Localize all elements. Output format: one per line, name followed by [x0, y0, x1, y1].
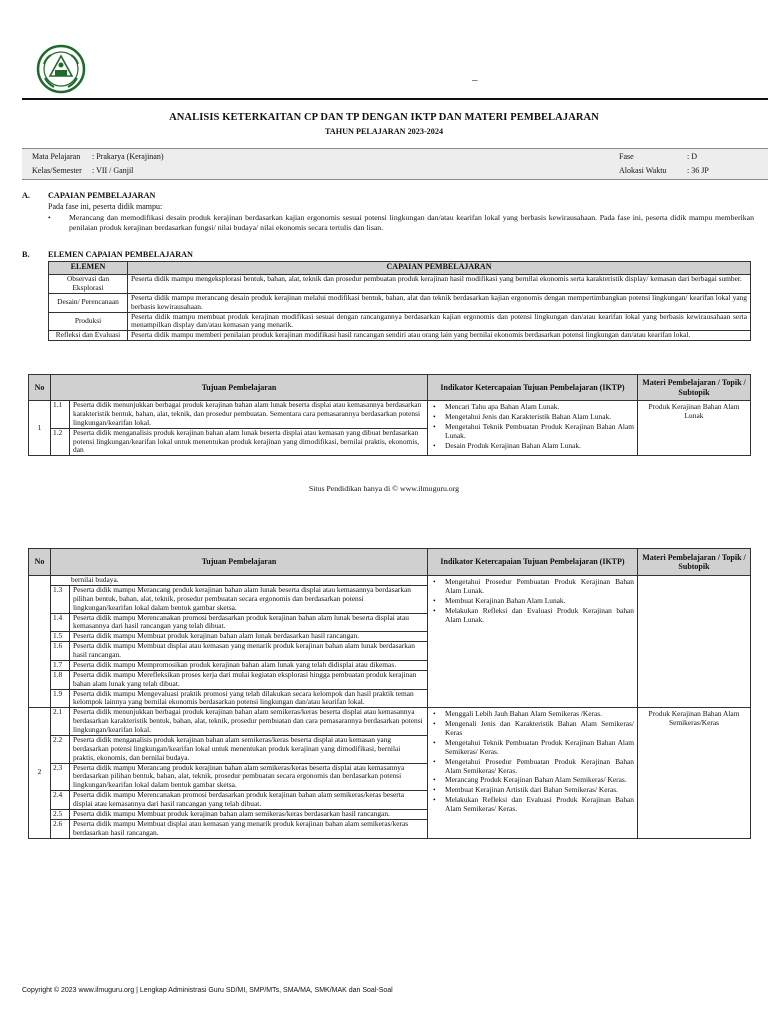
- list-item: • Mengetahui Jenis dan Karakteristik Bahan Alam Lunak.: [431, 413, 634, 422]
- alokasi-row: [619, 166, 709, 176]
- tp-item: [51, 586, 427, 614]
- tp-text: Peserta didik mampu Merancang produk kerajinan bahan alam semikeras/keras beserta displai atau kemasannya berdasarkan pilihan bentuk, bahan, alat, teknik, prosedur pembuatan secara ergonomis dan berdasarkan potensi lingkungan/kearifan lokal dalam bentuk gambar sketsa.: [69, 764, 427, 791]
- list-item: • Mengetahui Teknik Pembuatan Produk Kerajinan Bahan Alam Semikeras/ Keras.: [431, 739, 634, 757]
- iktp-cell: [428, 576, 638, 708]
- tp-text: Peserta didik mampu Merencanakan promosi berdasarkan produk kerajinan bahan alam lunak beserta displai atau kemasannya dari hasil rancangan yang telah dibuat.: [69, 614, 427, 632]
- tp-continuation: bernilai budaya.: [51, 576, 427, 586]
- section-b-heading: [22, 250, 193, 260]
- cp-cell: Peserta didik mampu memberi penilaian produk kerajinan modifikasi hasil rancangan sendiri atau orang lain yang bernilai ekonomis berdasarkan potensi lingkungan dan/atau kearifan lokal.: [128, 331, 751, 341]
- tp-table-1: [28, 374, 751, 456]
- list-item: • Menggali Lebih Jauh Bahan Alam Semikeras /Keras.: [431, 710, 634, 719]
- iktp-list: [431, 710, 634, 814]
- list-item: • Mengetahui Teknik Pembuatan Produk Kerajinan Bahan Alam Lunak.: [431, 423, 634, 441]
- tp-text: Peserta didik menganalisis produk kerajinan bahan alam semikeras/keras beserta displai atau kemasan yang berdasarkan potensi lingkungan/kearifan lokal untuk menentukan produk kerajinan yang dimodifikasi, bernilai praktis, ekonomis, dan bernilai budaya.: [69, 736, 427, 763]
- table-row: [29, 576, 751, 708]
- mapel-label: Mata Pelajaran: [32, 152, 81, 161]
- no-header: No: [29, 549, 51, 576]
- section-a-intro: Pada fase ini, peserta didik mampu:: [48, 202, 163, 211]
- list-item: • Mengetahui Prosedur Pembuatan Produk Kerajinan Bahan Alam Lunak.: [431, 578, 634, 596]
- tp-text: Peserta didik mampu Mempromosikan produk kerajinan bahan alam lunak yang telah didisplai atau dikemas.: [69, 661, 427, 670]
- iktp-header: Indikator Ketercapaian Tujuan Pembelajaran (IKTP): [428, 375, 638, 401]
- tp-item: [51, 791, 427, 810]
- alokasi-value: : 36 JP: [687, 166, 709, 175]
- list-item: • Melakukan Refleksi dan Evaluasi Produk Kerajinan bahan Alam Lunak.: [431, 607, 634, 625]
- tp-cell: [51, 401, 428, 456]
- tp-number: 1.5: [53, 631, 63, 641]
- tp-number: 1.8: [53, 669, 63, 679]
- mapel-value: : Prakarya (Kerajinan): [92, 152, 164, 161]
- list-item: • Membuat Kerajinan Bahan Alam Lunak.: [431, 597, 634, 606]
- list-item: • Mengenali Jenis dan Karakteristik Bahan Alam Semikeras/ Keras: [431, 720, 634, 738]
- alokasi-label: Alokasi Waktu: [619, 166, 667, 175]
- table-row: [49, 275, 751, 294]
- materi-header: Materi Pembelajaran / Topik / Subtopik: [638, 375, 751, 401]
- tp-text: Peserta didik mampu Membuat displai atau kemasan yang menarik produk kerajinan bahan alam lunak berdasarkan hasil rancangan.: [69, 642, 427, 660]
- table-row: [29, 708, 751, 838]
- cp-cell: Peserta didik mampu merancang desain produk kerajinan melalui modifikasi bentuk, bahan, alat dan teknik berdasarkan kajian ergonomis dengan mempertimbangkan potensi lingkungan/ kearifan lokal yang berbasis kewirausahaan.: [128, 293, 751, 312]
- tp-number: 1.4: [53, 612, 63, 622]
- kelas-value: : VII / Ganjil: [92, 166, 134, 175]
- tp-number: 1.7: [53, 659, 63, 669]
- iktp-list: [431, 578, 634, 624]
- kelas-label: Kelas/Semester: [32, 166, 82, 175]
- cp-header: CAPAIAN PEMBELAJARAN: [128, 262, 751, 275]
- bullet-dot-icon: •: [48, 213, 51, 222]
- section-b-title: ELEMEN CAPAIAN PEMBELAJARAN: [48, 250, 193, 259]
- tp-item: [51, 671, 427, 690]
- section-a-heading: [22, 191, 155, 201]
- tp-text: Peserta didik menganalisis produk kerajinan bahan alam lunak beserta displai atau kemasan yang dibuat berdasarkan potensi lingkungan/kearifan lokal untuk menentukan produk kerajinan yang dimodifikasi, bernilai praktis, ekonomis, dan: [69, 429, 427, 456]
- tp-text: Peserta didik mampu Merefleksikan proses kerja dari mulai kegiatan eksplorasi hingga pembuatan produk kerajinan bahan alam lunak yang telah dibuat.: [69, 671, 427, 689]
- tp-number: 1.3: [53, 584, 63, 594]
- elemen-header: ELEMEN: [49, 262, 128, 275]
- materi-cell: Produk Kerajinan Bahan Alam Lunak: [638, 401, 751, 456]
- tp-text: Peserta didik menunjukkan berbagai produk kerajinan bahan alam lunak beserta displai atau kemasannya berdasarkan karakteristik bentuk, bahan, alat, teknik, dan prosedur pembuatan. Sementara cara pemasarannya berdasarkan potensi lingkungan/kearifan lokal.: [69, 401, 427, 428]
- list-item: • Melakukan Refleksi dan Evaluasi Produk Kerajinan Bahan Alam Semikeras/ Keras.: [431, 796, 634, 814]
- row-number: [29, 576, 51, 708]
- list-item: • Membuat Kerajinan Artistik dari Bahan Semikeras/ Keras.: [431, 786, 634, 795]
- materi-cell: Produk Kerajinan Bahan Alam Semikeras/Keras: [638, 708, 751, 838]
- iktp-header: Indikator Ketercapaian Tujuan Pembelajaran (IKTP): [428, 549, 638, 576]
- fase-label: Fase: [619, 152, 634, 161]
- tp-text: Peserta didik menunjukkan berbagai produk kerajinan bahan alam semikeras/keras beserta displai atau kemasannya berdasarkan karakteristik bentuk, bahan, alat, teknik, prosedur pembuatan dan cara pemasarannya berdasarkan potensi lingkungan/kearifan lokal.: [69, 708, 427, 735]
- table-row: [49, 331, 751, 341]
- iktp-list: [431, 403, 634, 450]
- tp-text: Peserta didik mampu Merancang produk kerajinan bahan alam lunak beserta displai atau kemasannya berdasarkan pilihan bentuk, bahan, alat, teknik, prosedur pembuatan secara ergonomis dan berdasarkan potensi lingkungan/kearifan lokal dalam bentuk gambar sketsa.: [69, 586, 427, 613]
- list-item: • Mencari Tahu apa Bahan Alam Lunak.: [431, 403, 634, 412]
- cp-cell: Peserta didik mampu mengeksplorasi bentuk, bahan, alat, teknik dan prosedur pembuatan produk kerajinan hasil modifikasi yang bernilai ekonomis serta karakteristik display/ kemasan dari berbagai sumber.: [128, 275, 751, 294]
- table-row: [29, 401, 751, 456]
- section-b-number: B.: [22, 250, 30, 259]
- header-dash: _: [472, 70, 478, 82]
- list-item: • Desain Produk Kerajinan Bahan Alam Lunak.: [431, 442, 634, 451]
- tp-number: 1.1: [53, 400, 63, 409]
- tp-number: 1.6: [53, 641, 63, 651]
- tp-number: 2.4: [53, 790, 63, 800]
- row-number: 1: [29, 401, 51, 456]
- iktp-cell: [428, 401, 638, 456]
- list-item: • Merancang Produk Kerajinan Bahan Alam Semikeras/ Keras.: [431, 776, 634, 785]
- tp-item: [51, 401, 427, 429]
- tp-table-header: [29, 375, 751, 401]
- tp-header: Tujuan Pembelajaran: [51, 375, 428, 401]
- materi-cell: [638, 576, 751, 708]
- mapel-row: [32, 152, 164, 162]
- tp-number: 1.9: [53, 688, 63, 698]
- situs-footer: Situs Pendidikan hanya di © www.ilmuguru.org: [308, 484, 460, 493]
- cp-cell: Peserta didik mampu membuat produk kerajinan modifikasi sesuai dengan rancangannya berdasarkan kajian ergonomis dan potensi lingkungan dan/atau kearifan lokal yang berbasis kewirausahaan serta menampilkan display dan/atau kemasan yang menarik.: [128, 312, 751, 331]
- document-title: ANALISIS KETERKAITAN CP DAN TP DENGAN IKTP DAN MATERI PEMBELAJARAN: [169, 112, 599, 123]
- tp-text: Peserta didik mampu Membuat displai atau kemasan yang menarik produk kerajinan bahan alam semikeras/keras berdasarkan hasil rancangan.: [69, 820, 427, 838]
- tp-item: [51, 690, 427, 708]
- header-rule: [22, 98, 768, 100]
- tp-text: Peserta didik mampu Membuat produk kerajinan bahan alam semikeras/keras berdasarkan hasil rancangan.: [69, 810, 427, 819]
- section-a-bullet: [48, 213, 754, 233]
- info-box: [22, 148, 768, 180]
- tp-item: [51, 614, 427, 633]
- materi-header: Materi Pembelajaran / Topik / Subtopik: [638, 549, 751, 576]
- tp-number: 2.5: [53, 808, 63, 818]
- tp-number: 2.2: [53, 734, 63, 744]
- fase-row: [619, 152, 697, 162]
- section-a-bullet-text: Merancang dan memodifikasi desain produk kerajinan berdasarkan kajian ergonomis sesuai potensi lingkungan dan/atau kearifan lokal yang berbasis kewirausahaan. Pada fase ini, peserta didik mampu memberikan penilaian produk kerajinan berdasarkan fungsi/ nilai budaya/ nilai ekonomis secara tertulis dan lisan.: [69, 213, 754, 233]
- document-subtitle: TAHUN PELAJARAN 2023-2024: [324, 127, 444, 136]
- row-number: 2: [29, 708, 51, 838]
- tp-text: Peserta didik mampu Membuat produk kerajinan bahan alam lunak berdasarkan hasil rancangan.: [69, 632, 427, 641]
- tp-item: [51, 708, 427, 736]
- tp-cell: [51, 708, 428, 838]
- table-row: [49, 312, 751, 331]
- tp-table-header: [29, 549, 751, 576]
- kelas-row: [32, 166, 133, 176]
- tp-number: 2.6: [53, 818, 63, 828]
- tp-item: [51, 764, 427, 792]
- elemen-cell: Desain/ Perencanaan: [49, 293, 128, 312]
- elemen-cell: Refleksi dan Evaluasi: [49, 331, 128, 341]
- elemen-cell: Produksi: [49, 312, 128, 331]
- school-logo-icon: [36, 44, 86, 94]
- tp-number: 1.2: [53, 427, 63, 437]
- copyright-footer: Copyright © 2023 www.ilmuguru.org | Lengkap Administrasi Guru SD/MI, SMP/MTs, SMA/MA, SMK/MAK dan Soal-Soal: [22, 987, 393, 994]
- tp-number: 2.1: [53, 707, 63, 717]
- section-a-number: A.: [22, 191, 30, 200]
- elemen-cell: Observasi dan Eksplorasi: [49, 275, 128, 294]
- tp-text: Peserta didik mampu Mengevaluasi praktik promosi yang telah dilakukan secara kelompok dan hasil praktik teman kelompok lainnya yang bernilai ekonomis berdasarkan potensi lingkungan dan/atau kearifan lokal.: [69, 690, 427, 708]
- tp-item: [51, 429, 427, 456]
- iktp-cell: [428, 708, 638, 838]
- list-item: • Mengetahui Prosedur Pembuatan Produk Kerajinan Bahan Alam Semikeras/ Keras.: [431, 758, 634, 776]
- table-row: [49, 293, 751, 312]
- tp-table-2: [28, 548, 751, 839]
- tp-cell: [51, 576, 428, 708]
- tp-item: [51, 820, 427, 838]
- fase-value: : D: [687, 152, 697, 161]
- section-a-title: CAPAIAN PEMBELAJARAN: [48, 191, 156, 200]
- tp-number: 2.3: [53, 762, 63, 772]
- tp-item: [51, 736, 427, 764]
- tp-item: [51, 642, 427, 661]
- tp-header: Tujuan Pembelajaran: [51, 549, 428, 576]
- no-header: No: [29, 375, 51, 401]
- tp-text: Peserta didik mampu Merencanakan promosi berdasarkan produk kerajinan bahan alam semikeras/keras beserta displai atau kemasannya dari hasil rancangan yang telah dibuat.: [69, 791, 427, 809]
- elemen-table: [48, 261, 751, 341]
- elemen-table-header: [49, 262, 751, 275]
